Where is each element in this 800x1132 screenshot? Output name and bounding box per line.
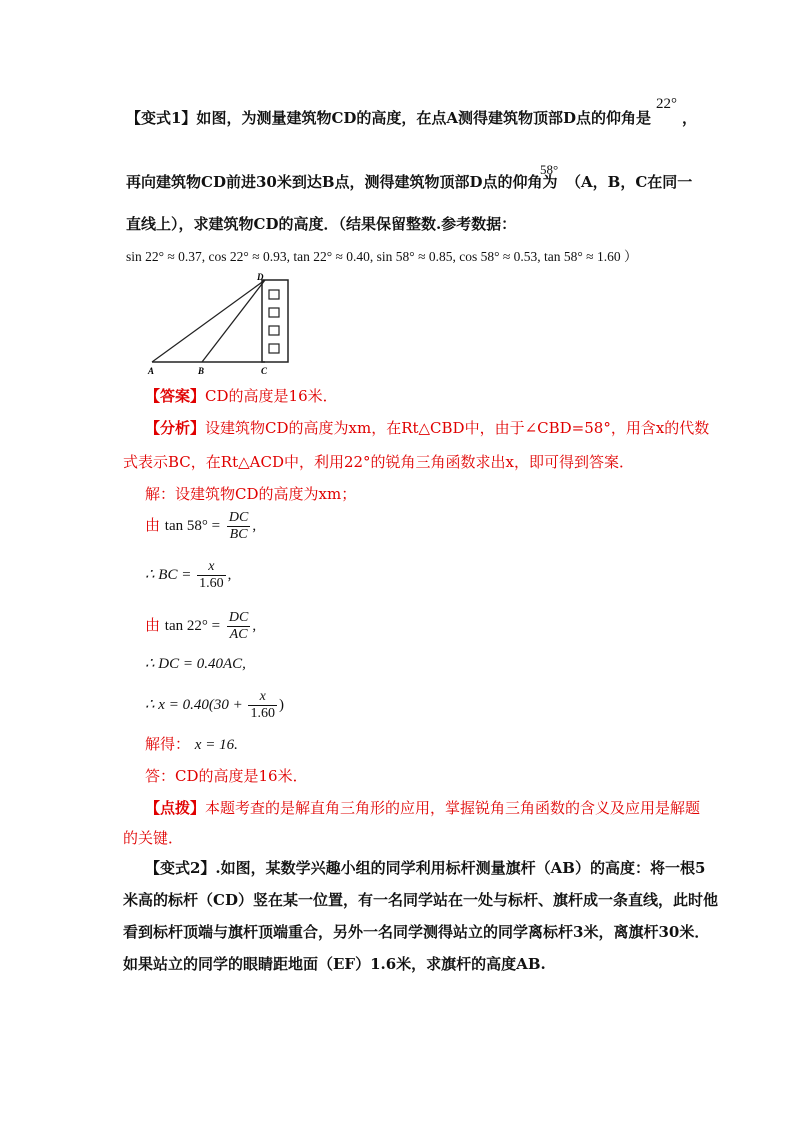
eq-tan22: [145, 608, 256, 643]
frac3-num: DC: [228, 609, 249, 625]
v2-line1: 【变式2】.如图，某数学兴趣小组的同学利用标杆测量旗杆（AB）的高度：将一根5: [145, 859, 706, 877]
you-1: 由: [145, 516, 161, 534]
frac1-den: BC: [229, 526, 248, 542]
point-line2: 的关键．: [123, 829, 184, 847]
building-figure: [140, 270, 300, 380]
v2-line3: 看到标杆顶端与旗杆顶端重合，另外一名同学测得站立的同学离标杆3米，离旗杆30米．: [123, 923, 710, 941]
point-label: 【点拨】: [145, 799, 206, 817]
reference-data: sin 22° ≈ 0.37, cos 22° ≈ 0.93, tan 22° ≈ 0.40, sin 58° ≈ 0.85, cos 58° ≈ 0.53, tan 58° ≈ 1.60 ）: [126, 249, 638, 264]
solution-intro: 解：设建筑物CD的高度为xm；: [145, 485, 357, 503]
v1-line3: 直线上），求建筑物CD的高度．（结果保留整数.参考数据：: [126, 215, 517, 233]
point-text1: 本题考查的是解直角三角形的应用，掌握锐角三角函数的含义及应用是解题: [205, 799, 701, 817]
frac1-tail: ,: [252, 518, 257, 534]
analysis-label: 【分析】: [145, 419, 206, 437]
tan58-text: tan 58° =: [164, 518, 221, 534]
v1-line2-b: （A，B，C在同一: [566, 173, 693, 191]
fraction-dc-bc: [227, 510, 250, 543]
eq-dc: ∴ DC = 0.40AC,: [145, 656, 246, 672]
eq-x: [145, 688, 284, 722]
analysis-line2: 式表示BC，在Rt△ACD中，利用22°的锐角三角函数求出x，即可得到答案．: [123, 453, 635, 471]
eq-bc: [145, 558, 231, 592]
v1-line1-end: ，: [682, 109, 698, 127]
therefore-x: ∴ x = 0.40(30 +: [145, 697, 243, 713]
answer-text: CD的高度是16米．: [205, 387, 338, 405]
point-line1: [145, 798, 700, 818]
v1-line2-text: 再向建筑物CD前进30米到达B点，测得建筑物顶部D点的仰角为: [126, 173, 558, 191]
frac1-num: DC: [228, 509, 249, 525]
analysis-line1: [145, 418, 709, 438]
label-b: B: [198, 366, 205, 376]
v1-line1-text: 【变式1】如图，为测量建筑物CD的高度，在点A测得建筑物顶部D点的仰角是: [126, 109, 652, 127]
label-d: D: [257, 272, 264, 282]
solve-label: 解得：: [145, 735, 191, 753]
angle-22: 22°: [656, 96, 677, 112]
solve-line: [145, 734, 238, 755]
label-a: A: [148, 366, 155, 376]
fraction-x-160-b: [248, 689, 277, 722]
frac2-den: 1.60: [199, 576, 224, 592]
v1-line1: [126, 108, 651, 128]
v2-line2: 米高的标杆（CD）竖在某一位置，有一名同学站在一处与标杆、旗杆成一条直线，此时他: [123, 891, 718, 909]
label-c: C: [261, 366, 268, 376]
therefore-bc: ∴ BC =: [145, 567, 192, 583]
close-paren: ): [278, 697, 284, 713]
v1-line2: [126, 172, 558, 192]
analysis-text1: 设建筑物CD的高度为xm，在Rt△CBD中，由于∠CBD=58°，用含x的代数: [205, 419, 710, 437]
tan22-text: tan 22° =: [164, 618, 221, 634]
final-answer: 答：CD的高度是16米．: [145, 767, 308, 785]
solve-value: x = 16.: [194, 737, 238, 753]
frac3-den: AC: [229, 626, 248, 642]
you-2: 由: [145, 616, 161, 634]
frac4-den: 1.60: [250, 706, 275, 722]
eq-tan58: [145, 508, 256, 543]
fraction-x-160: [197, 559, 226, 592]
v2-line4: 如果站立的同学的眼睛距地面（EF）1.6米，求旗杆的高度AB.: [123, 955, 546, 973]
answer-line: [145, 386, 338, 406]
fraction-dc-ac: [227, 610, 250, 643]
angle-58: 58°: [540, 162, 559, 177]
frac3-tail: ,: [252, 618, 257, 634]
frac2-tail: ,: [227, 567, 232, 583]
frac2-num: x: [197, 559, 226, 576]
frac4-num: x: [248, 689, 277, 706]
answer-label: 【答案】: [145, 387, 206, 405]
